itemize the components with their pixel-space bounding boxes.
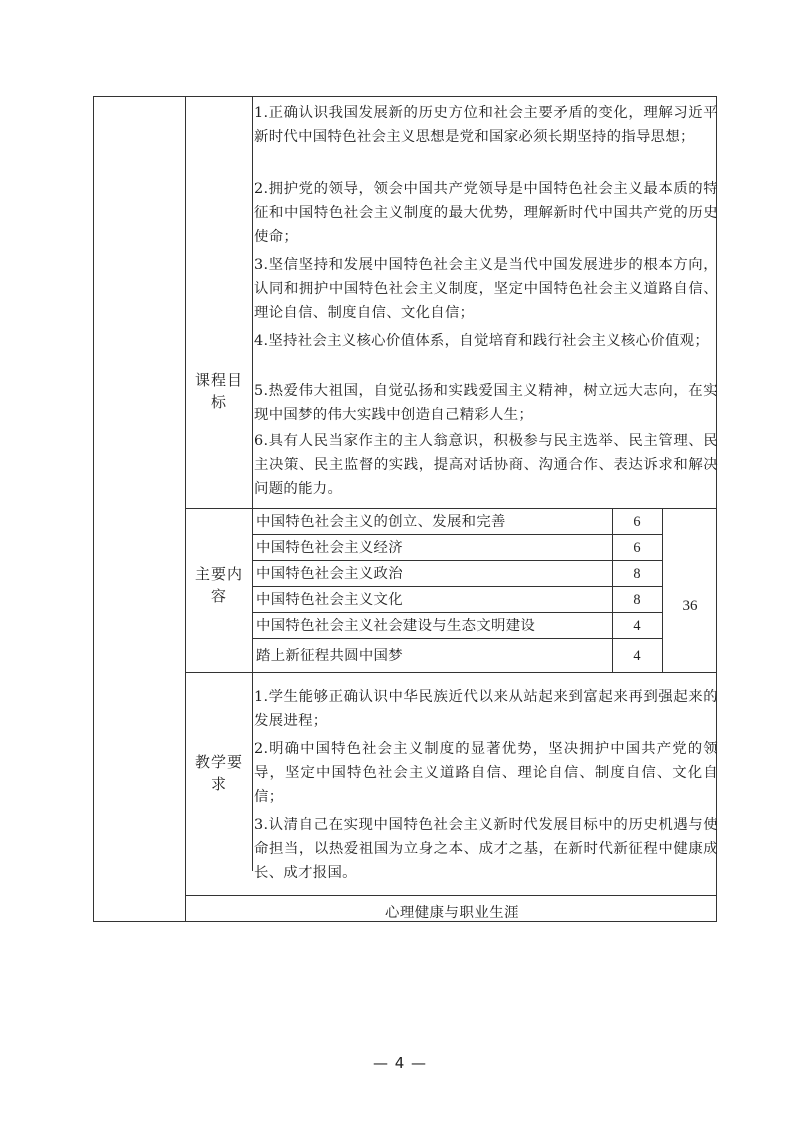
col-divider-2 [252,97,253,871]
requirement-item: 3.认清自己在实现中国特色社会主义新时代发展目标中的历史机遇与使命担当，以热爱祖国为立身之本、成才之基，在新时代新征程中健康成长、成才报国。 [254,817,718,881]
next-course-title: 心理健康与职业生涯 [384,905,520,921]
row-divider-c2 [252,560,662,561]
objective-item: 1.正确认识我国发展新的历史方位和社会主要矛盾的变化，理解习近平新时代中国特色社会主义思想是党和国家必须长期坚持的指导思想； [254,105,718,145]
objective-item: 2.拥护党的领导，领会中国共产党领导是中国特色社会主义最本质的特征和中国特色社会主义制度的最大优势，理解新时代中国共产党的历史使命； [254,181,718,245]
requirements-label: 教学要求 [194,753,243,793]
row-divider-requirements-top [185,672,717,673]
content-topic: 中国特色社会主义政治 [256,566,403,582]
row-divider-c3 [252,586,662,587]
objective-item: 5.热爱伟大祖国，自觉弘扬和实践爱国主义精神，树立远大志向，在实现中国梦的伟大实践中创造自己精彩人生； [254,383,718,423]
row-divider-content-top [185,508,717,509]
requirement-item: 1.学生能够正确认识中华民族近代以来从站起来到富起来再到强起来的发展进程； [254,689,718,729]
col-divider-1 [185,97,186,921]
content-topic: 中国特色社会主义经济 [256,540,403,556]
content-hours: 6 [633,540,641,556]
requirement-item: 2.明确中国特色社会主义制度的显著优势，坚决拥护中国共产党的领导，坚定中国特色社会主义道路自信、理论自信、制度自信、文化自信； [254,741,718,805]
content-hours: 8 [633,592,641,608]
row-divider-c4 [252,612,662,613]
row-divider-footer-top [185,895,717,896]
course-table [93,96,717,922]
objective-item: 6.具有人民当家作主的主人翁意识，积极参与民主选举、民主管理、民主决策、民主监督的实践，提高对话协商、沟通合作、表达诉求和解决问题的能力。 [254,433,718,497]
col-divider-total [662,508,663,672]
content-topic: 中国特色社会主义文化 [256,592,403,608]
row-divider-c5 [252,638,662,639]
content-hours: 4 [633,648,641,664]
content-topic: 踏上新征程共圆中国梦 [256,648,403,664]
content-hours: 8 [633,566,641,582]
content-topic: 中国特色社会主义社会建设与生态文明建设 [256,618,536,634]
page-number: — 4 — [372,1054,428,1072]
total-hours: 36 [682,598,698,614]
content-hours: 6 [633,514,641,530]
objectives-label: 课程目标 [194,371,243,411]
objective-item: 3.坚信坚持和发展中国特色社会主义是当代中国发展进步的根本方向，认同和拥护中国特色社会主义制度，坚定中国特色社会主义道路自信、理论自信、制度自信、文化自信； [254,257,718,321]
content-topic: 中国特色社会主义的创立、发展和完善 [256,514,506,530]
objective-item: 4.坚持社会主义核心价值体系，自觉培育和践行社会主义核心价值观； [254,333,710,349]
row-divider-c1 [252,534,662,535]
content-label: 主要内容 [194,565,243,605]
content-hours: 4 [633,618,641,634]
